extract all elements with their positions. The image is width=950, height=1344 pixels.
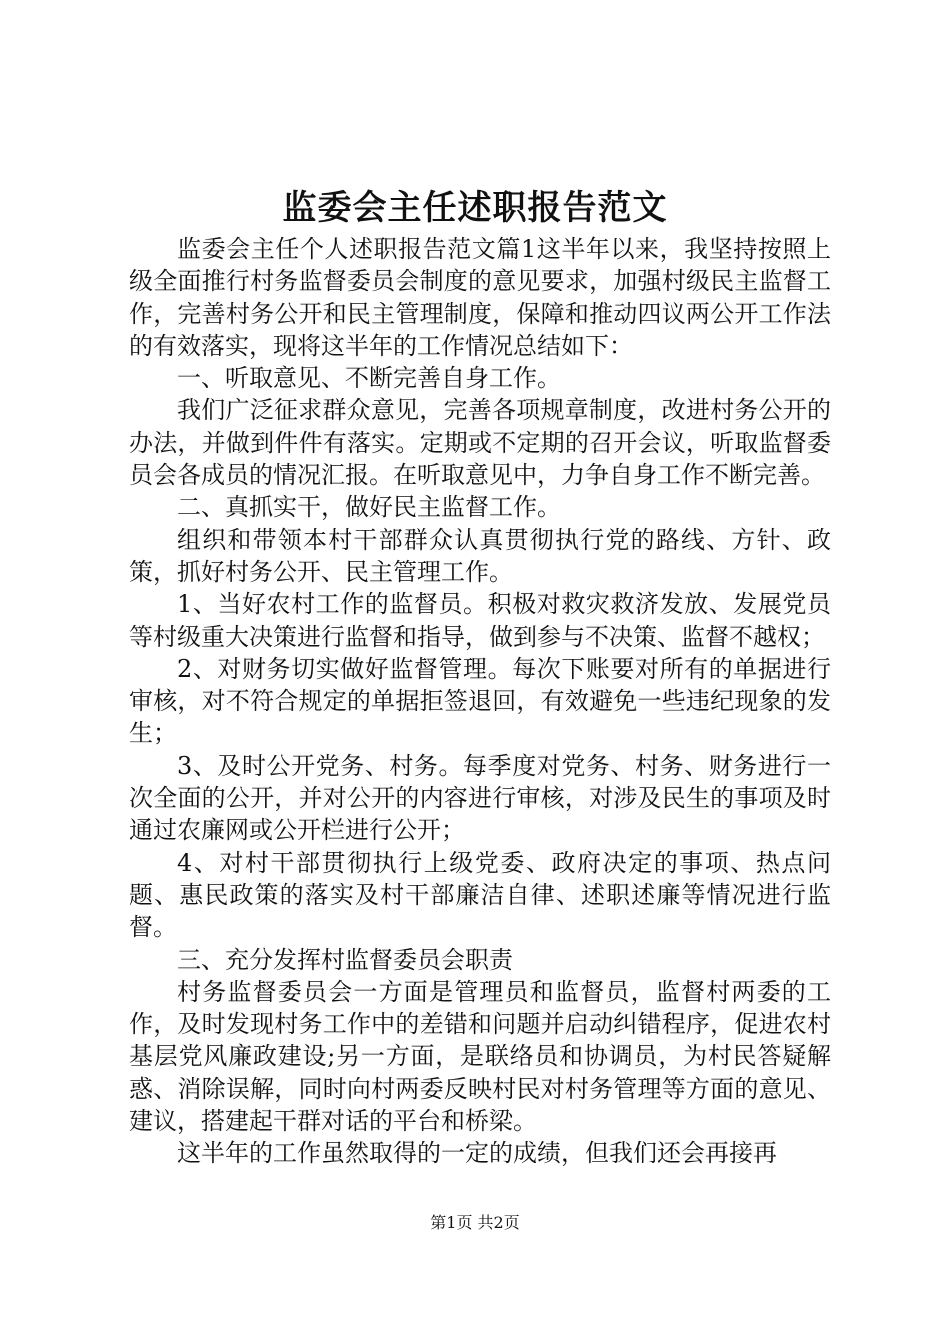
list-item: 2、对财务切实做好监督管理。每次下账要对所有的单据进行审核，对不符合规定的单据拒签退回，有效避免一些违纪现象的发生；	[129, 654, 831, 748]
paragraph: 这半年的工作虽然取得的一定的成绩，但我们还会再接再	[177, 1139, 777, 1168]
document-body	[129, 233, 831, 1170]
paragraph: 我们广泛征求群众意见，完善各项规章制度，改进村务公开的办法，并做到件件有落实。定期或不定期的召开会议，听取监督委员会各成员的情况汇报。在听取意见中，力争自身工作不断完善。	[129, 396, 831, 490]
list-item: 1、当好农村工作的监督员。积极对救灾救济发放、发展党员等村级重大决策进行监督和指导，做到参与不决策、监督不越权；	[129, 590, 831, 651]
paragraph: 村务监督委员会一方面是管理员和监督员，监督村两委的工作，及时发现村务工作中的差错和问题并启动纠错程序，促进农村基层党风廉政建设;另一方面，是联络员和协调员，为村民答疑解惑、消除误解，同时向村两委反映村民对村务管理等方面的意见、建议，搭建起干群对话的平台和桥梁。	[129, 977, 831, 1136]
list-item: 4、对村干部贯彻执行上级党委、政府决定的事项、热点问题、惠民政策的落实及村干部廉洁自律、述职述廉等情况进行监督。	[129, 848, 831, 942]
document-title: 监委会主任述职报告范文	[282, 188, 668, 228]
page-number: 第1页 共2页	[430, 1213, 520, 1232]
paragraph: 监委会主任个人述职报告范文篇1这半年以来，我坚持按照上级全面推行村务监督委员会制度的意见要求，加强村级民主监督工作，完善村务公开和民主管理制度，保障和推动四议两公开工作法的有效落实，现将这半年的工作情况总结如下：	[129, 235, 831, 360]
section-heading: 三、充分发挥村监督委员会职责	[177, 945, 513, 974]
section-heading: 一、听取意见、不断完善自身工作。	[177, 364, 561, 393]
section-heading: 二、真抓实干，做好民主监督工作。	[177, 493, 561, 522]
paragraph: 组织和带领本村干部群众认真贯彻执行党的路线、方针、政策，抓好村务公开、民主管理工作。	[129, 525, 831, 586]
list-item: 3、及时公开党务、村务。每季度对党务、村务、财务进行一次全面的公开，并对公开的内容进行审核，对涉及民生的事项及时通过农廉网或公开栏进行公开；	[129, 751, 831, 845]
